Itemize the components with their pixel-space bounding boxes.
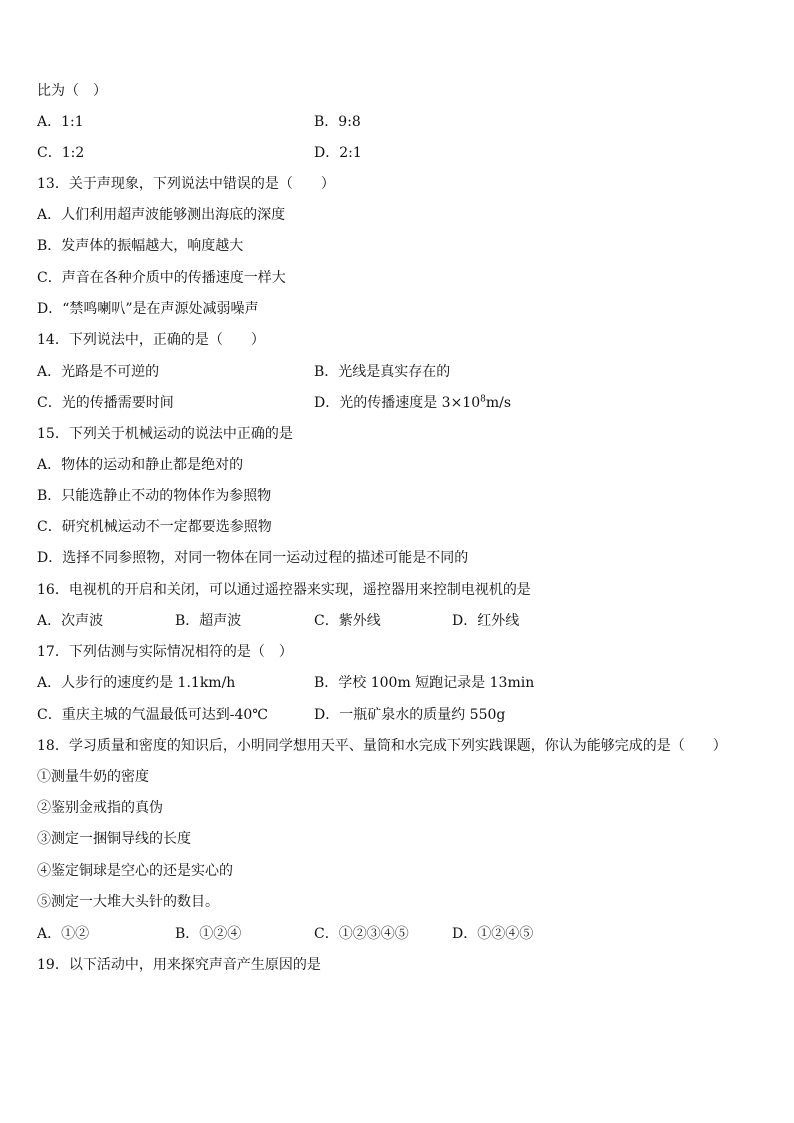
q17-option-c: C．重庆主城的气温最低可达到-40℃: [37, 707, 268, 723]
q14-option-d: [314, 393, 511, 413]
q12-option-d: D．2:1: [314, 145, 362, 161]
q18-option-a: A．①②: [37, 926, 90, 942]
q19-stem: 19．以下活动中，用来探究声音产生原因的是: [37, 957, 321, 973]
q13-option-d: D．“禁鸣喇叭”是在声源处减弱噪声: [37, 301, 259, 317]
q12-stem-tail: 比为（ ）: [37, 83, 107, 99]
q15-option-b: B．只能选静止不动的物体作为参照物: [37, 488, 272, 504]
q15-option-a: A．物体的运动和静止都是绝对的: [37, 457, 244, 473]
q18-item-4: ④鉴定铜球是空心的还是实心的: [37, 863, 233, 879]
q16-option-c: C．紫外线: [314, 613, 381, 629]
q14-option-b: B．光线是真实存在的: [314, 364, 451, 380]
q17-option-b: B．学校 100m 短跑记录是 13min: [314, 675, 535, 691]
q12-option-b: B．9:8: [314, 114, 361, 130]
q13-stem: 13．关于声现象，下列说法中错误的是（ ）: [37, 176, 335, 192]
q17-option-d: D．一瓶矿泉水的质量约 550g: [314, 707, 506, 723]
q14-option-a: A．光路是不可逆的: [37, 364, 160, 380]
q18-item-1: ①测量牛奶的密度: [37, 769, 149, 785]
q18-item-2: ②鉴别金戒指的真伪: [37, 800, 163, 816]
q14-option-c: C．光的传播需要时间: [37, 395, 174, 411]
q16-option-a: A．次声波: [37, 613, 104, 629]
q12-option-c: C．1:2: [37, 145, 85, 161]
q15-option-d: D．选择不同参照物，对同一物体在同一运动过程的描述可能是不同的: [37, 550, 469, 566]
q18-stem: 18．学习质量和密度的知识后，小明同学想用天平、量筒和水完成下列实践课题，你认为能够完成的是（ ）: [37, 738, 727, 754]
q14-option-d-prefix: D．光的传播速度是 3×10: [314, 395, 481, 411]
q16-option-b: B．超声波: [175, 613, 242, 629]
q16-stem: 16．电视机的开启和关闭，可以通过遥控器来实现，遥控器用来控制电视机的是: [37, 582, 531, 598]
q18-item-3: ③测定一捆铜导线的长度: [37, 831, 191, 847]
q17-stem: 17．下列估测与实际情况相符的是（ ）: [37, 644, 293, 660]
q14-option-d-unit: m/s: [485, 395, 512, 411]
q15-stem: 15．下列关于机械运动的说法中正确的是: [37, 426, 293, 442]
q14-option-d-exponent: 8: [480, 394, 486, 405]
q18-option-d: D．①②④⑤: [452, 926, 534, 942]
q12-option-a: A．1:1: [37, 114, 84, 130]
q15-option-c: C．研究机械运动不一定都要选参照物: [37, 519, 272, 535]
q16-option-d: D．红外线: [452, 613, 520, 629]
q17-option-a: A．人步行的速度约是 1.1km/h: [37, 675, 236, 691]
q18-item-5: ⑤测定一大堆大头针的数目。: [37, 894, 219, 910]
q13-option-a: A．人们利用超声波能够测出海底的深度: [37, 207, 286, 223]
q13-option-b: B．发声体的振幅越大，响度越大: [37, 238, 244, 254]
q14-stem: 14．下列说法中，正确的是（ ）: [37, 332, 265, 348]
q18-option-c: C．①②③④⑤: [314, 926, 409, 942]
q13-option-c: C．声音在各种介质中的传播速度一样大: [37, 270, 286, 286]
q18-option-b: B．①②④: [175, 926, 242, 942]
